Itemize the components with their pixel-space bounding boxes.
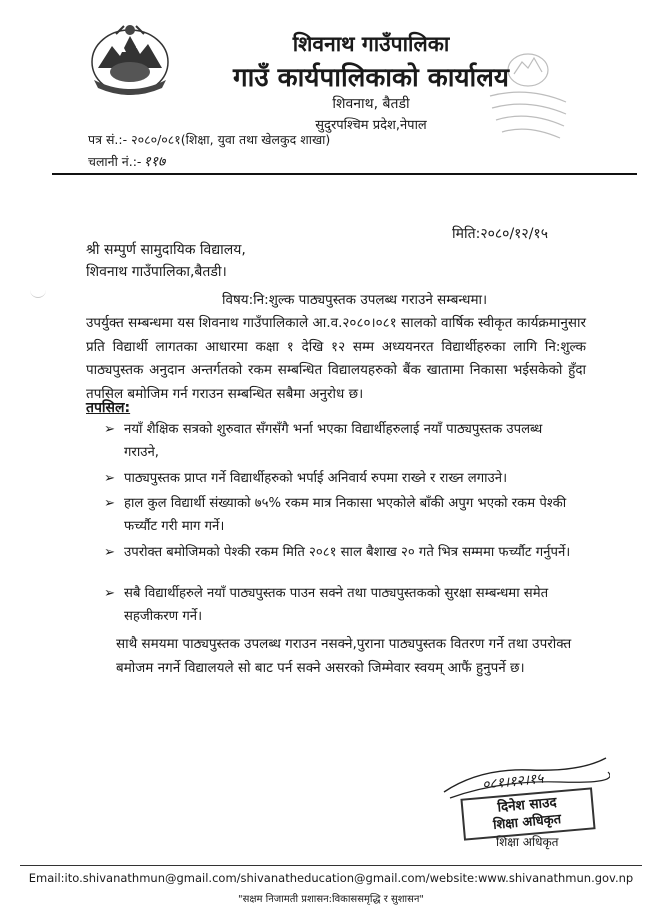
arrow-bullet-icon: ➢ (104, 545, 116, 560)
footer-slogan: "सक्षम निजामती प्रशासन:विकाससमृद्धि र सुशासन" (237, 894, 425, 905)
list-item (104, 492, 574, 538)
tapsil-heading: तपसिल: (86, 400, 131, 416)
footer-divider (20, 865, 642, 866)
dispatch-number (88, 152, 165, 171)
dispatch-value: ११७ (143, 154, 166, 170)
address-line-2: सुदुरपश्चिम प्रदेश,नेपाल (315, 118, 427, 133)
arrow-bullet-icon: ➢ (104, 422, 116, 437)
arrow-bullet-icon: ➢ (104, 496, 116, 511)
list-item (104, 541, 574, 564)
reference-number: पत्र सं.:- २०८०/०८१(शिक्षा, युवा तथा खेलकुद शाखा) (88, 132, 331, 147)
arrow-bullet-icon: ➢ (104, 471, 116, 486)
signatory-title: शिक्षा अधिकृत (496, 835, 559, 849)
letter-subject: विषय:नि:शुल्क पाठ्यपुस्तक उपलब्ध गराउने सम्बन्धमा। (222, 292, 488, 308)
header-divider (52, 173, 637, 175)
punch-hole-mark (30, 287, 46, 298)
arrow-bullet-icon: ➢ (104, 586, 116, 601)
list-item-text: उपरोक्त बमोजिमको पेश्की रकम मिति २०८१ साल बैशाख २० गते भित्र सम्ममा फर्च्यौट गर्नुपर्ने। (124, 545, 571, 560)
signature-date: ०८१।१२।१५ (481, 770, 545, 794)
list-item-text: पाठ्यपुस्तक प्राप्त गर्ने विद्यार्थीहरुको भर्पाई अनिवार्य रुपमा राख्ने र राख्न लगाउने। (124, 471, 508, 486)
closing-paragraph: साथै समयमा पाठ्यपुस्तक उपलब्ध गराउन नसक्ने,पुराना पाठ्यपुस्तक वितरण गर्ने तथा उपरोक्त बमोजम नगर्ने विद्यालयले सो बाट पर्न सक्ने असरको जिम्मेवार स्वयम् आफैं हुनुपर्ने छ। (116, 636, 572, 676)
list-item (104, 418, 574, 464)
org-name: शिवनाथ गाउँपालिका (292, 32, 450, 56)
list-item (104, 467, 574, 490)
list-item (104, 582, 574, 628)
recipient-line-1: श्री सम्पुर्ण सामुदायिक विद्यालय, (86, 242, 246, 258)
list-item-text: नयाँ शैक्षिक सत्रको शुरुवात सँगसँगै भर्ना भएका विद्यार्थीहरुलाई नयाँ पाठ्यपुस्तक उपलब्ध गराउने, (124, 422, 543, 460)
letter-body: उपर्युक्त सम्बन्धमा यस शिवनाथ गाउँपालिकाले आ.व.२०८०।०८१ सालको वार्षिक स्वीकृत कार्यक्रमानुसार प्रति विद्यार्थी लागतका आधारमा कक्षा १ देखि १२ सम्म अध्ययनरत विद्यार्थीहरुका लागि नि:शुल्क पाठ्यपुस्तक अनुदान अन्तर्गतको रकम सम्बन्धित विद्यालयहरुको बैंक खातामा निकासा भईसकेको हुँदा तपसिल बमोजिम गर्न गराउन सम्बन्धित सबैमा अनुरोध छ। (86, 315, 586, 402)
letter-date: मिति:२०८०/१२/१५ (452, 226, 548, 242)
footer-contact: Email:ito.shivanathmun@gmail.com/shivanatheducation@gmail.com/website:www.shivanathmun.gov.np (28, 871, 634, 885)
office-name: गाउँ कार्यपालिकाको कार्यालय (233, 63, 509, 93)
dispatch-label: चलानी नं.:- (88, 154, 142, 169)
recipient-line-2: शिवनाथ गाउँपालिका,बैतडी। (86, 264, 227, 280)
stamp-name: दिनेश साउद (496, 794, 558, 816)
stamp-title: शिक्षा अधिकृत (492, 812, 562, 833)
list-item-text: सबै विद्यार्थीहरुले नयाँ पाठ्यपुस्तक पाउन सक्ने तथा पाठ्यपुस्तकको सुरक्षा सम्बन्धमा समेत सहजीकरण गर्ने। (124, 586, 549, 624)
address-line-1: शिवनाथ, बैतडी (332, 96, 410, 112)
list-item-text: हाल कुल विद्यार्थी संख्याको ७५% रकम मात्र निकासा भएकोले बाँकी अपुग भएको रकम पेश्की फर्च्यौट गरी माग गर्ने। (124, 496, 567, 534)
